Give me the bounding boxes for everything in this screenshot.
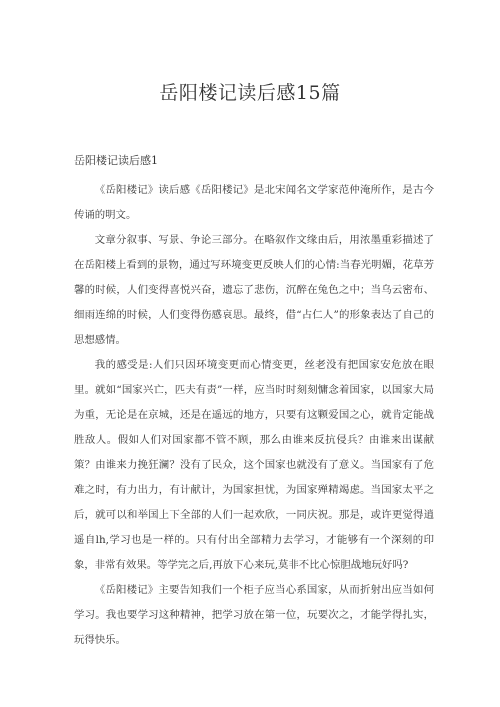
document-title: 岳阳楼记读后感15篇 <box>159 82 341 104</box>
document-body <box>74 178 434 653</box>
paragraph-3: 我的感受是:人们只因环境变更而心情变更，丝老没有把国家安危放在眼里。就如“国家兴亡，匹夫有责”一样，应当时时刻刻慵念着国家，以国家大局为重，无论是在京城，还是在遥远的地方，只要有这颗爱国之心，就肯定能战胜敌人。假如人们对国家都不管不顾，那么由谁来反抗侵兵？由谁来出谋献策？由谁来力挽狂澜？没有了民众，这个国家也就没有了意义。当国家有了危难之时，有力出力，有计献计，为国家担忧，为国家殚精竭虑。当国家太平之后，就可以和举国上下全部的人们一起欢欣，一同庆祝。那是，或许更觉得逍遥自lh,学习也是一样的。只有付出全部精力去学习，才能够有一个深刻的印象，非常有效果。等学完之后,再放下心来玩,莫非不比心惊胆战地玩好吗? <box>74 359 434 571</box>
paragraph-4: 《岳阳楼记》主要告知我们一个柜子应当心系国家，从而折射出应当如何学习。我也要学习这种精神，把学习放在第一位，玩要次之，才能学得扎实，玩得快乐。 <box>74 584 434 646</box>
section-heading: 岳阳楼记读后感1 <box>74 154 158 167</box>
paragraph-2: 文章分叙事、写景、争论三部分。在略叙作文缘由后，用浓墨重彩描述了在岳阳楼上看到的景物，通过写环境变更反映人们的心情:当春光明媚，花草芳馨的时候，人们变得喜悦兴奋，遗忘了悲伤，沉醉在兔色之中；当乌云密布、细雨连绵的时候，人们变得伤感哀思。最终，借“占仁人”的形象表达了自己的思想感情。 <box>74 234 434 346</box>
paragraph-1: 《岳阳楼记》读后感《岳阳楼记》是北宋闻名文学家范仲淹所作，是古今传诵的明文。 <box>74 184 434 221</box>
